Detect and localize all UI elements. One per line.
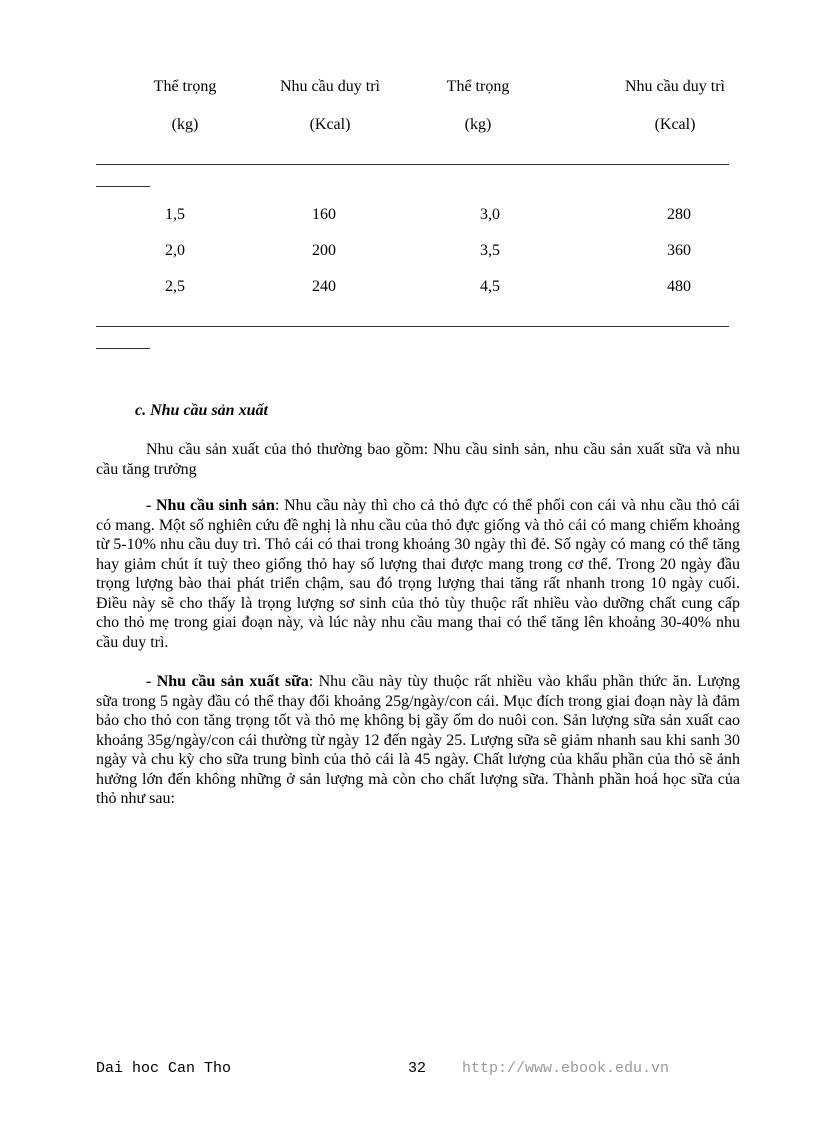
header-col2-line2: (Kcal): [309, 116, 351, 133]
header-col1: [125, 77, 245, 135]
footer-left: Dai hoc Can Tho: [96, 1060, 232, 1077]
table-cell: 480: [667, 278, 691, 295]
table-cell: 3,0: [480, 206, 500, 223]
header-col2: [255, 77, 405, 135]
intro-paragraph: Nhu cầu sản xuất của thỏ thường bao gồm: Nhu cầu sinh sản, nhu cầu sản xuất sữa và nhu cầu tăng trưởng: [96, 441, 740, 478]
table-cell: 2,0: [165, 242, 185, 259]
table-cell: 4,5: [480, 278, 500, 295]
header-col3: [418, 77, 538, 135]
header-col4: [585, 77, 765, 135]
header-col4-line1: Nhu cầu duy trì: [625, 78, 725, 95]
paragraph-milk: [96, 672, 740, 809]
header-col4-line2: (Kcal): [654, 116, 696, 133]
paragraph-reproduction: [96, 496, 740, 652]
milk-lead: - Nhu cầu sản xuất sữa: [146, 673, 309, 690]
table-bottom-rule: [96, 326, 729, 327]
table-cell: 200: [312, 242, 336, 259]
header-col2-line1: Nhu cầu duy trì: [280, 78, 380, 95]
table-cell: 360: [667, 242, 691, 259]
table-cell: 280: [667, 206, 691, 223]
header-col1-line2: (kg): [171, 116, 199, 133]
section-heading: c. Nhu cầu sản xuất: [135, 402, 268, 419]
header-col3-line2: (kg): [464, 116, 492, 133]
header-col3-line1: Thể trọng: [446, 78, 510, 95]
table-cell: 240: [312, 278, 336, 295]
reproduction-body: : Nhu cầu này thì cho cả thỏ đực có thể phối con cái và nhu cầu thỏ cái có mang. Một số nghiên cứu đề nghị là nhu cầu của thỏ đực giống và thỏ cái có mang chiếm khoảng từ 5-10% nhu cầu duy trì. Thỏ cái có thai trong khoảng 30 ngày thì đẻ. Số ngày có mang có thể tăng hay giảm chút ít tuỳ theo giống thỏ hay số lượng thai được mang trong cơ thể. Trong 20 ngày đầu trọng lượng bào thai phát triển chậm, sau đó trọng lượng thai tăng rất nhanh trong 10 ngày cuối. Điều này sẽ cho thấy là trọng lượng sơ sinh của thỏ tùy thuộc rất nhiều vào dưỡng chất cung cấp cho thỏ mẹ trong giai đoạn này, và lúc này nhu cầu mang thai có thể tăng lên khoảng 30-40% nhu cầu duy trì.: [96, 497, 740, 651]
table-cell: 160: [312, 206, 336, 223]
table-top-rule-cont: [96, 186, 150, 187]
milk-body: : Nhu cầu này tùy thuộc rất nhiều vào khẩu phần thức ăn. Lượng sữa trong 5 ngày đầu có thể thay đổi khoảng 25g/ngày/con cái. Mục đích trong giai đoạn này là đảm bảo cho thỏ con tăng trọng tốt và thỏ mẹ không bị gầy ốm do nuôi con. Sản lượng sữa sản xuất cao khoảng 35g/ngày/con cái thường từ ngày 12 đến ngày 25. Lượng sữa sẽ giảm nhanh sau khi sanh 30 ngày và chu kỳ cho sữa trung bình của thỏ cái là 45 ngày. Chất lượng của khẩu phần của thỏ sẽ ảnh hưởng lớn đến không những ở sản lượng mà còn cho chất lượng sữa. Thành phần hoá học sữa của thỏ như sau:: [96, 673, 741, 807]
footer-url[interactable]: http://www.ebook.edu.vn: [462, 1060, 670, 1077]
table-cell: 1,5: [165, 206, 185, 223]
header-col1-line1: Thể trọng: [153, 78, 217, 95]
table-top-rule: [96, 164, 729, 165]
table-bottom-rule-cont: [96, 348, 150, 349]
table-cell: 3,5: [480, 242, 500, 259]
table-cell: 2,5: [165, 278, 185, 295]
reproduction-lead: - Nhu cầu sinh sản: [146, 497, 275, 514]
footer-page-number: 32: [408, 1060, 427, 1077]
